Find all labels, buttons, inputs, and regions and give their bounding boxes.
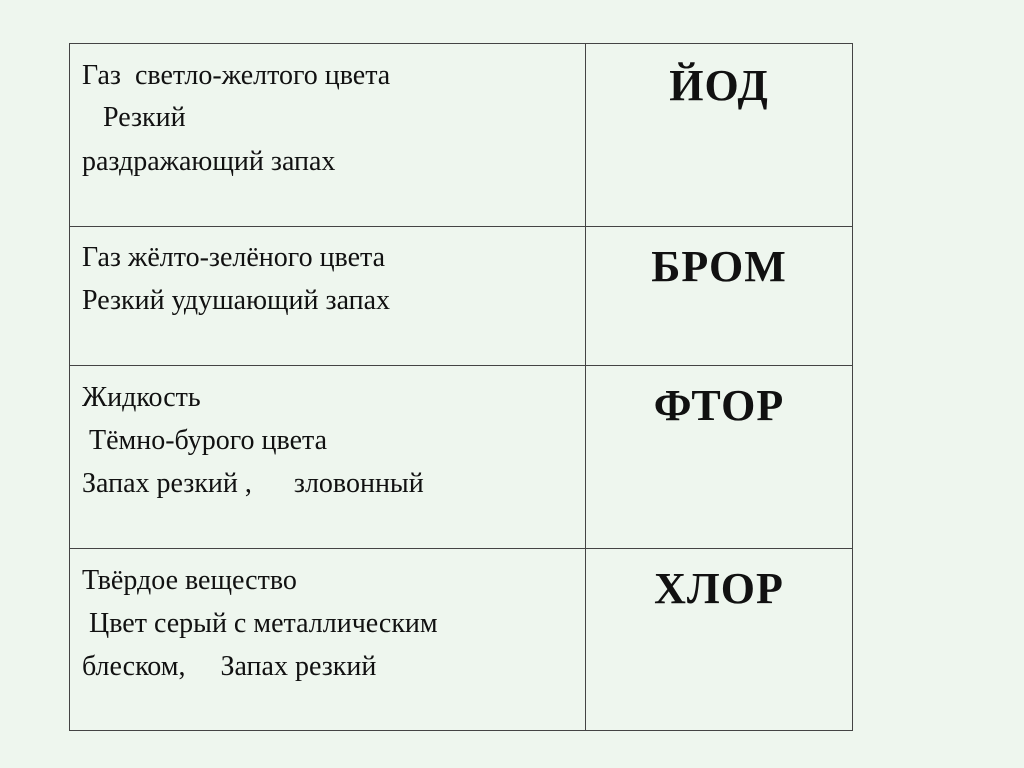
description-line: раздражающий запах bbox=[82, 146, 336, 177]
element-name: БРОМ bbox=[651, 242, 787, 291]
description-line: Резкий bbox=[82, 102, 186, 133]
description-line: Цвет серый с металлическим bbox=[82, 608, 438, 639]
matching-table bbox=[69, 43, 853, 731]
element-name-cell bbox=[586, 227, 853, 365]
description-line: Запах резкий , зловонный bbox=[82, 468, 424, 499]
table-row bbox=[70, 549, 853, 731]
description-cell bbox=[70, 227, 586, 365]
description-line: Жидкость bbox=[82, 382, 201, 413]
description-line: Тёмно-бурого цвета bbox=[82, 425, 327, 456]
description-line: Газ светло-желтого цвета bbox=[82, 60, 391, 91]
description-line: блеском, Запах резкий bbox=[82, 651, 377, 682]
element-name-cell bbox=[586, 549, 853, 730]
description-line: Твёрдое вещество bbox=[82, 565, 297, 596]
description-cell bbox=[70, 44, 586, 226]
table-row bbox=[70, 366, 853, 549]
element-name-cell bbox=[586, 366, 853, 548]
element-name-cell bbox=[586, 44, 853, 226]
description-line: Резкий удушающий запах bbox=[82, 285, 391, 316]
description-line: Газ жёлто-зелёного цвета bbox=[82, 242, 386, 273]
table-row bbox=[70, 44, 853, 227]
element-name: ЙОД bbox=[669, 61, 769, 110]
description-cell bbox=[70, 549, 586, 730]
element-name: ФТОР bbox=[653, 381, 785, 430]
table-row bbox=[70, 227, 853, 366]
element-name: ХЛОР bbox=[654, 564, 784, 613]
description-cell bbox=[70, 366, 586, 548]
